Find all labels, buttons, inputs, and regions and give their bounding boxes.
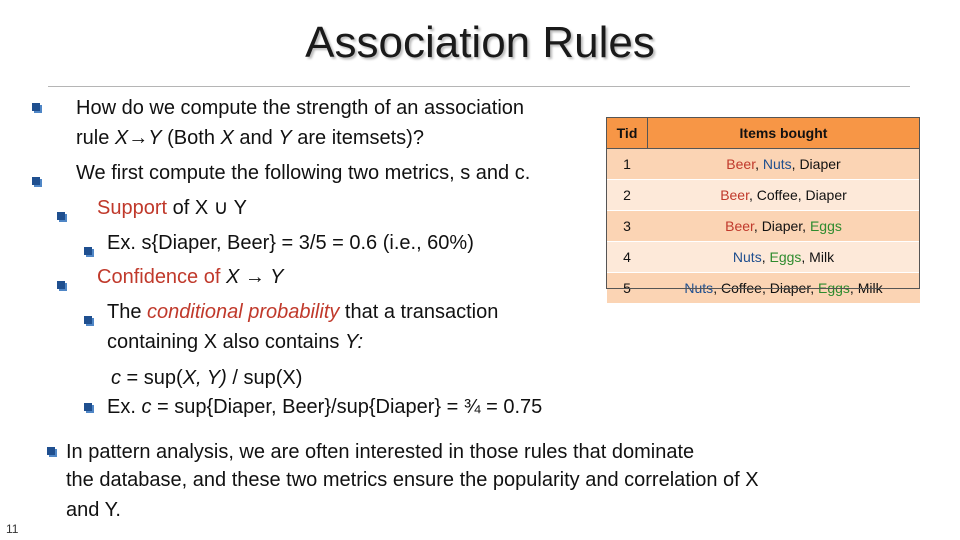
confidence-formula [111,366,302,390]
text-that-a-transaction: that a transaction [339,301,499,323]
transaction-table [606,117,920,303]
title-divider [48,86,910,87]
item-text: Eggs [769,249,802,265]
bullet-icon [32,177,40,185]
bullet-icon [47,447,55,455]
item-text: , Diaper, [753,218,810,234]
formula-c: c [111,367,121,389]
text-and: and [233,127,279,149]
item-text: Beer [725,218,754,234]
bullet-2: We first compute the following two metrics, s and c. [76,162,531,184]
example-calc: = sup{Diaper, Beer}/sup{Diaper} = ¾ = 0.75 [151,396,543,418]
item-text: , Diaper [791,156,841,172]
text-y-colon: Y: [344,331,364,353]
item-text: , Coffee, Diaper, [713,280,818,296]
bullet-icon [57,212,65,220]
table-row [607,149,920,180]
item-text: Nuts [684,280,714,296]
text-rule-x-to-y: X→Y [114,127,162,149]
cell-tid: 4 [607,242,648,273]
confidence-definition-line-2 [107,330,363,354]
text-y: Y [278,127,292,149]
bullet-1-line-1: How do we compute the strength of an association [76,97,525,119]
header-tid: Tid [607,118,648,149]
page-number: 11 [6,522,19,536]
bottom-line-1: In pattern analysis, we are often interested in those rules that dominate [66,441,695,463]
bullet-icon [84,316,92,324]
cell-tid: 5 [607,273,648,304]
bottom-line-3: and Y. [66,499,121,521]
cell-tid: 2 [607,180,648,211]
table-row [607,180,920,211]
cell-items [648,211,920,242]
support-definition: of X ∪ Y [172,197,247,219]
text-x: X [220,127,234,149]
support-line [97,196,247,220]
item-text: , Milk [849,280,883,296]
item-text: Nuts [762,156,792,172]
formula-sup: = sup( [121,367,183,389]
cell-items [648,149,920,180]
text-ex: Ex. [107,396,142,418]
bottom-line-2: the database, and these two metrics ensure the popularity and correlation of X [66,469,759,491]
item-text: , Coffee, Diaper [749,187,847,203]
example-c: c [141,396,152,418]
cell-items [648,273,920,304]
bullet-icon [84,403,92,411]
formula-denominator: / sup(X) [226,367,303,389]
confidence-definition-line-1 [107,300,498,324]
table-row [607,211,920,242]
item-text: Eggs [809,218,842,234]
text-containing: containing X also contains [107,331,345,353]
header-items: Items bought [648,118,920,149]
text-both: (Both [161,127,221,149]
item-text: Beer [726,156,756,172]
table-row [607,273,920,304]
text-rule-prefix: rule [76,127,115,149]
slide-title: Association Rules [305,18,655,67]
formula-xy: X, Y) [182,367,227,389]
cell-tid: 3 [607,211,648,242]
table-row [607,242,920,273]
bullet-icon [57,281,65,289]
bullet-1-line-2 [76,126,424,150]
cell-tid: 1 [607,149,648,180]
item-text: , [761,249,770,265]
confidence-label: Confidence of [97,266,226,288]
support-example: Ex. s{Diaper, Beer} = 3/5 = 0.6 (i.e., 60%) [107,232,474,254]
text-itemsets: are itemsets)? [291,127,424,149]
confidence-example [107,395,542,419]
item-text: Beer [720,187,749,203]
text-the: The [107,301,148,323]
support-label: Support [97,197,173,219]
table-header-row [607,118,920,149]
conditional-probability: conditional probability [147,301,340,323]
cell-items [648,242,920,273]
bullet-icon [84,247,92,255]
item-text: Eggs [818,280,850,296]
confidence-rule: X → Y [225,266,284,288]
item-text: , [755,156,763,172]
cell-items [648,180,920,211]
item-text: Nuts [732,249,762,265]
confidence-line [97,265,283,289]
bullet-icon [32,103,40,111]
item-text: , Milk [801,249,835,265]
